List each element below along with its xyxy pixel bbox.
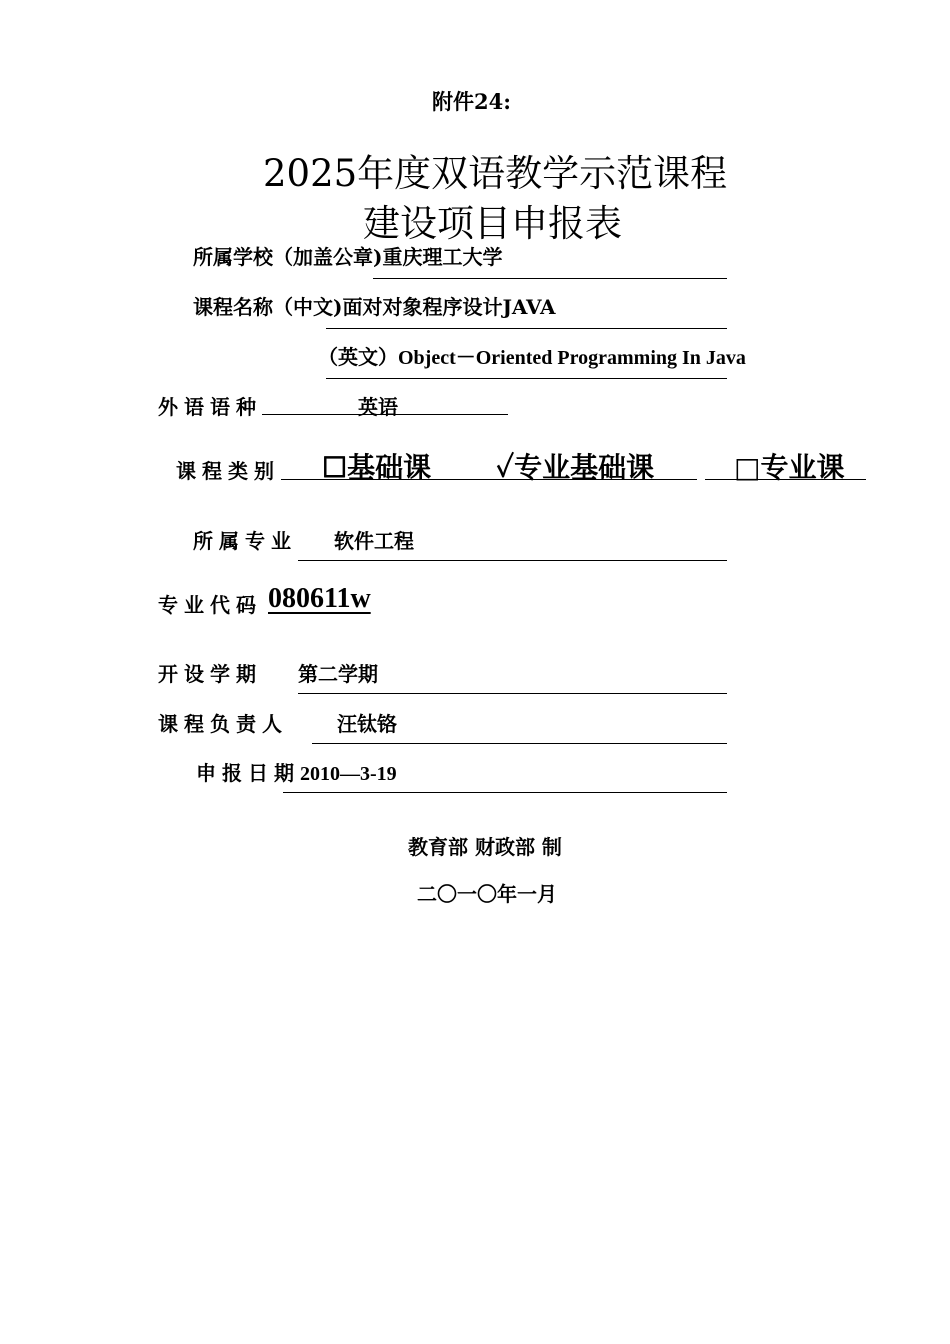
school-label: 所属学校（加盖公章) [193,245,383,269]
leader-value: 汪钛铬 [337,712,397,736]
major-code-label: 专业代码 [158,593,262,617]
course-en-label: （英文） [318,345,398,369]
major-value: 软件工程 [334,529,414,553]
course-en-value: Object－Oriented Programming In Java [398,347,746,369]
semester-value: 第二学期 [298,662,378,686]
attachment-label: 附件24: [432,89,511,114]
major-code-value: 080611w [268,583,371,614]
category-label: 课程类别 [176,459,280,483]
course-cn-value: 面对对象程序设计JAVA [342,295,556,319]
category-option-professional-basic [496,446,654,486]
date-label: 申报日期 [196,761,300,785]
course-en-field [318,341,746,370]
issuer: 教育部 财政部 制 [408,835,562,859]
checkbox-empty-icon: □ [734,451,761,484]
date-field [196,757,397,786]
course-cn-field [193,291,555,320]
semester-underline [298,693,727,694]
school-underline [373,278,727,279]
language-underline [262,414,508,415]
school-value: 重庆理工大学 [382,245,503,269]
category-option-professional [734,446,844,486]
category-underline [281,479,697,480]
course-cn-label: 课程名称（中文) [193,295,343,319]
issue-date: 二〇一〇年一月 [417,882,557,906]
category-option-text: 专业基础课 [514,451,655,484]
semester-label: 开设学期 [158,662,262,686]
school-field [193,241,502,270]
course-en-underline [326,378,727,379]
date-value: 2010—3-19 [300,763,397,785]
major-underline [298,560,727,561]
category-underline-2 [705,479,866,480]
category-option-basic [322,446,431,486]
form-title-line1: 2025年度双语教学示范课程 [263,152,728,195]
date-underline [283,792,727,793]
course-cn-underline [326,328,727,329]
form-title-line2: 建设项目申报表 [363,202,622,245]
leader-underline [312,743,727,744]
leader-label: 课程负责人 [158,712,288,736]
checkbox-empty-icon: ☐ [322,451,348,484]
language-value: 英语 [358,395,398,419]
category-option-text: 专业课 [760,451,845,484]
language-label: 外语语种 [158,395,262,419]
major-label: 所属专业 [193,529,297,553]
check-mark-icon: ✓ [496,451,515,484]
category-option-text: 基础课 [347,451,432,484]
